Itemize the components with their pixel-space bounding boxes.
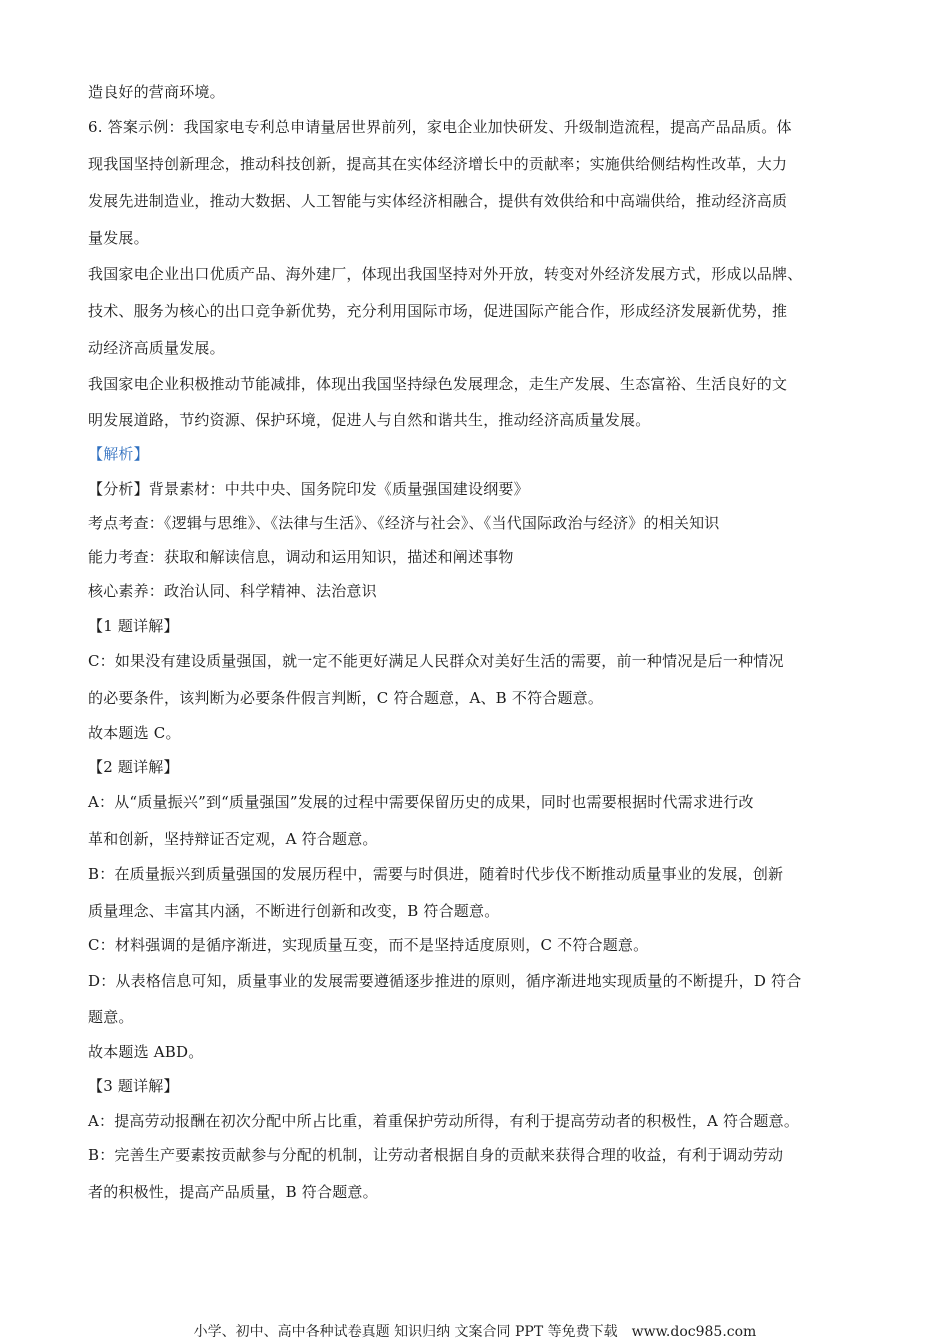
text-line: 核心素养：政治认同、科学精神、法治意识 <box>88 582 377 600</box>
text-line: 革和创新，坚持辩证否定观，A 符合题意。 <box>88 830 378 848</box>
text-line: 质量理念、丰富其内涵，不断进行创新和改变，B 符合题意。 <box>88 902 500 920</box>
text-line: 者的积极性，提高产品质量，B 符合题意。 <box>88 1183 378 1201</box>
text-line: 的必要条件，该判断为必要条件假言判断，C 符合题意，A、B 不符合题意。 <box>88 689 604 707</box>
text-line: D：从表格信息可知，质量事业的发展需要遵循逐步推进的原则，循序渐进地实现质量的不断提升，D 符合 <box>88 972 802 990</box>
text-line: 我国家电企业出口优质产品、海外建厂，体现出我国坚持对外开放，转变对外经济发展方式，形成以品牌、 <box>88 265 803 283</box>
footer-link[interactable]: www.doc985.com <box>631 1324 757 1340</box>
section-heading: 【1 题详解】 <box>88 617 179 635</box>
text-line: 故本题选 C。 <box>88 724 181 742</box>
text-line: 量发展。 <box>88 229 149 247</box>
text-line: 考点考查：《逻辑与思维》、《法律与生活》、《经济与社会》、《当代国际政治与经济》的相关知识 <box>88 514 720 532</box>
text-line: 6. 答案示例：我国家电专利总申请量居世界前列，家电企业加快研发、升级制造流程，提高产品品质。体 <box>88 118 792 136</box>
text-line: 发展先进制造业，推动大数据、人工智能与实体经济相融合，提供有效供给和中高端供给，推动经济高质 <box>88 192 788 210</box>
text-line: 现我国坚持创新理念，推动科技创新，提高其在实体经济增长中的贡献率；实施供给侧结构性改革，大力 <box>88 155 788 173</box>
text-line: 技术、服务为核心的出口竞争新优势，充分利用国际市场，促进国际产能合作，形成经济发展新优势，推 <box>88 302 788 320</box>
text-line: 造良好的营商环境。 <box>88 83 225 101</box>
text-line: 我国家电企业积极推动节能减排，体现出我国坚持绿色发展理念，走生产发展、生态富裕、生活良好的文 <box>88 375 788 393</box>
text-line: 明发展道路，节约资源、保护环境，促进人与自然和谐共生，推动经济高质量发展。 <box>88 411 651 429</box>
text-line: B：在质量振兴到质量强国的发展历程中，需要与时俱进，随着时代步伐不断推动质量事业的发展，创新 <box>88 865 784 883</box>
section-heading: 【3 题详解】 <box>88 1077 179 1095</box>
text-line: A：提高劳动报酬在初次分配中所占比重，着重保护劳动所得，有利于提高劳动者的积极性，A 符合题意。 <box>88 1112 800 1130</box>
text-line: 能力考查：获取和解读信息，调动和运用知识，描述和阐述事物 <box>88 548 514 566</box>
text-line: C：材料强调的是循序渐进，实现质量互变，而不是坚持适度原则，C 不符合题意。 <box>88 936 649 954</box>
page-footer <box>0 1323 950 1341</box>
analysis-heading: 【解析】 <box>88 445 149 463</box>
text-line: 题意。 <box>88 1008 134 1026</box>
text-line: 动经济高质量发展。 <box>88 339 225 357</box>
text-line: A：从“质量振兴”到“质量强国”发展的过程中需要保留历史的成果，同时也需要根据时代需求进行改 <box>88 793 754 811</box>
text-line: B：完善生产要素按贡献参与分配的机制，让劳动者根据自身的贡献来获得合理的收益，有利于调动劳动 <box>88 1146 784 1164</box>
section-heading: 【2 题详解】 <box>88 758 179 776</box>
text-line: 【分析】背景素材：中共中央、国务院印发《质量强国建设纲要》 <box>88 480 529 498</box>
footer-text: 小学、初中、高中各种试卷真题 知识归纳 文案合同 PPT 等免费下载 <box>193 1324 618 1340</box>
text-line: 故本题选 ABD。 <box>88 1043 204 1061</box>
text-line: C：如果没有建设质量强国，就一定不能更好满足人民群众对美好生活的需要，前一种情况是后一种情况 <box>88 652 784 670</box>
